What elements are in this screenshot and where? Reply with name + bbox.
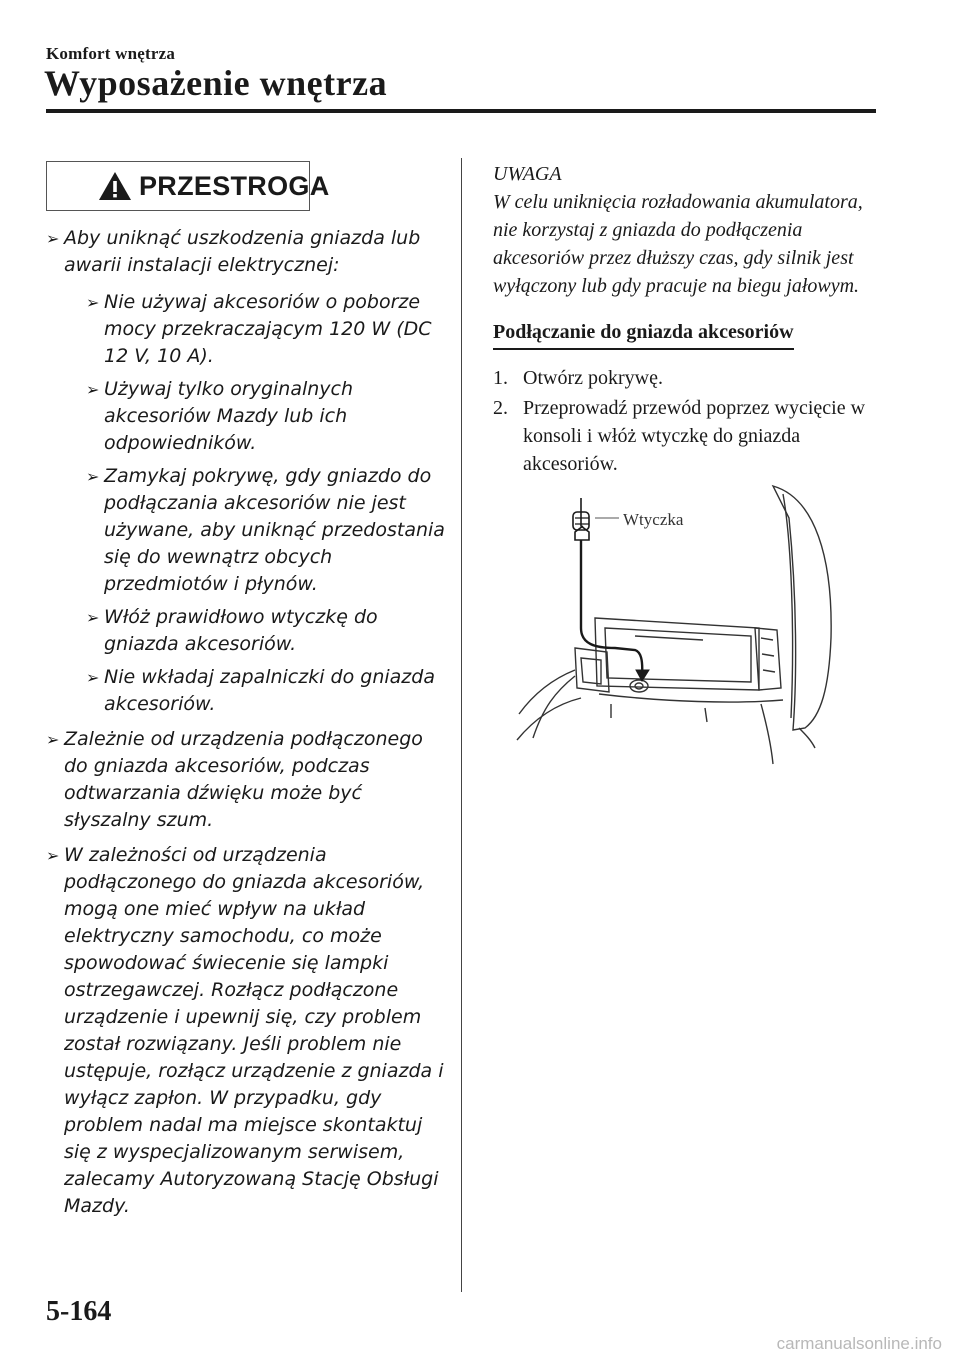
title-rule: [46, 109, 876, 113]
column-divider: [461, 158, 462, 1292]
section-subheading: Podłączanie do gniazda akcesoriów: [493, 318, 794, 350]
warning-triangle-icon: [97, 169, 133, 203]
arrow-bullet-icon: ➢: [86, 668, 100, 687]
step-number: 2.: [493, 397, 508, 419]
arrow-bullet-icon: ➢: [86, 293, 100, 312]
sub-bullet-list: [86, 289, 446, 718]
step-item: [493, 364, 873, 392]
arrow-bullet-icon: ➢: [86, 467, 100, 486]
sub-bullet-text: Nie wkładaj zapalniczki do gniazda akcesoriów.: [104, 666, 435, 715]
caution-label: PRZESTROGA: [139, 170, 330, 201]
note-block: [493, 160, 873, 300]
caution-box: [46, 161, 330, 211]
right-column: [493, 160, 873, 480]
caution-bullet: [46, 225, 446, 718]
page-number: 5-164: [46, 1296, 112, 1327]
step-text: Otwórz pokrywę.: [523, 367, 663, 389]
arrow-bullet-icon: ➢: [46, 229, 60, 248]
steps-list: [493, 364, 873, 478]
arrow-bullet-icon: ➢: [46, 846, 60, 865]
bullet-text: Zależnie od urządzenia podłączonego do gniazda akcesoriów, podczas odtwarzania dźwięku może być słyszalny szum.: [64, 728, 423, 831]
arrow-bullet-icon: ➢: [86, 608, 100, 627]
plug-label: Wtyczka: [623, 510, 684, 529]
page-title: Wyposażenie wnętrza: [44, 63, 388, 103]
arrow-bullet-icon: ➢: [86, 380, 100, 399]
sub-bullet: [86, 376, 446, 457]
sub-bullet: [86, 604, 446, 658]
accessory-socket-illustration: [515, 478, 835, 778]
sub-bullet: [86, 463, 446, 598]
caution-bullet: [46, 726, 446, 834]
step-number: 1.: [493, 367, 508, 389]
sub-bullet-text: Włóż prawidłowo wtyczkę do gniazda akcesoriów.: [104, 606, 378, 655]
sub-bullet-text: Zamykaj pokrywę, gdy gniazdo do podłączania akcesoriów nie jest używane, aby uniknąć przedostania się do wewnątrz obcych przedmiotów i płynów.: [104, 465, 445, 595]
section-label: Komfort wnętrza: [46, 44, 176, 63]
bullet-text: Aby uniknąć uszkodzenia gniazda lub awarii instalacji elektrycznej:: [64, 227, 421, 276]
sub-bullet: [86, 664, 446, 718]
caution-content: [46, 225, 446, 1228]
bullet-text: W zależności od urządzenia podłączonego do gniazda akcesoriów, mogą one mieć wpływ na układ elektryczny samochodu, co może spowodować świecenie się lampki ostrzegawczej. Rozłącz podłączone urządzenie i upewnij się, czy problem został rozwiązany. Jeśli problem nie ustępuje, rozłącz urządzenie z gniazda i wyłącz zapłon. W przypadku, gdy problem nadal ma miejsce skontaktuj się z wyspecjalizowanym serwisem, zalecamy Autoryzowaną Stację Obsługi Mazdy.: [64, 844, 444, 1217]
caution-bullet: [46, 842, 446, 1220]
arrow-bullet-icon: ➢: [46, 730, 60, 749]
watermark: carmanualsonline.info: [776, 1334, 942, 1353]
step-item: [493, 394, 873, 478]
note-title: UWAGA: [493, 163, 562, 185]
sub-bullet-text: Nie używaj akcesoriów o poborze mocy przekraczającym 120 W (DC 12 V, 10 A).: [104, 291, 432, 367]
step-text: Przeprowadź przewód poprzez wycięcie w konsoli i włóż wtyczkę do gniazda akcesoriów.: [523, 397, 866, 475]
note-text: W celu uniknięcia rozładowania akumulatora, nie korzystaj z gniazda do podłączenia akcesoriów przez dłuższy czas, gdy silnik jest wyłączony lub gdy pracuje na biegu jałowym.: [493, 191, 863, 297]
sub-bullet-text: Używaj tylko oryginalnych akcesoriów Mazdy lub ich odpowiedników.: [104, 378, 354, 454]
sub-bullet: [86, 289, 446, 370]
